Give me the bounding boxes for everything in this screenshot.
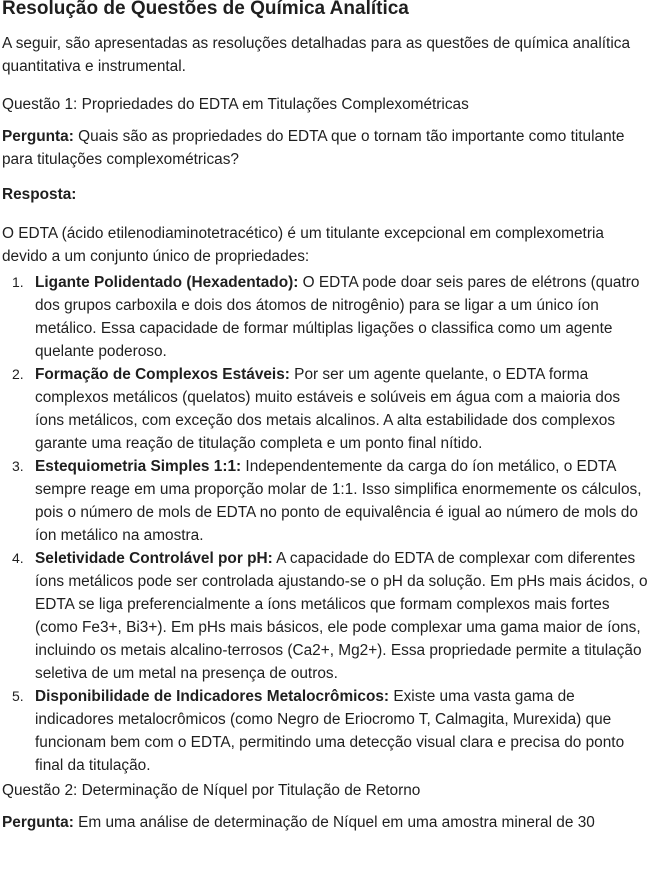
question-1-label: Pergunta: — [2, 128, 74, 145]
question-2-prompt — [2, 811, 652, 834]
list-item-title: Seletividade Controlável por pH: — [35, 550, 273, 567]
list-item-title: Ligante Polidentado (Hexadentado): — [35, 274, 299, 291]
answer-1-intro: O EDTA (ácido etilenodiaminotetracético) é um titulante excepcional em complexometria devido a um conjunto único de propriedades: — [2, 225, 604, 265]
list-item-number: 2. — [12, 366, 24, 382]
list-item — [2, 685, 652, 777]
question-1-prompt — [2, 125, 652, 171]
list-item-title: Formação de Complexos Estáveis: — [35, 366, 290, 383]
question-2-heading: Questão 2: Determinação de Níquel por Titulação de Retorno — [2, 782, 421, 799]
list-item-number: 1. — [12, 274, 24, 290]
list-item — [2, 455, 652, 547]
intro-paragraph: A seguir, são apresentadas as resoluções detalhadas para as questões de química analítica quantitativa e instrumental. — [2, 35, 631, 75]
list-item-title: Disponibilidade de Indicadores Metalocrômicos: — [35, 688, 390, 705]
list-item-text: A capacidade do EDTA de complexar com diferentes íons metálicos pode ser controlada ajustando-se o pH da solução. Em pHs mais ácidos, o EDTA se liga preferencialmente a íons metálicos que formam complexos mais fortes (como Fe3+, Bi3+). Em pHs mais básicos, ele pode complexar uma gama maior de íons, incluindo os metais alcalino-terrosos (Ca2+, Mg2+). Essa propriedade permite a titulação seletiva de um metal na presença de outros. — [35, 550, 648, 682]
list-item-number: 3. — [12, 458, 24, 474]
question-1-heading: Questão 1: Propriedades do EDTA em Titulações Complexométricas — [2, 96, 469, 113]
list-item — [2, 547, 652, 685]
properties-list — [2, 271, 652, 777]
list-item — [2, 271, 652, 363]
list-item — [2, 363, 652, 455]
question-2-text: Em uma análise de determinação de Níquel em uma amostra mineral de 30 — [73, 814, 595, 831]
question-1-text: Quais são as propriedades do EDTA que o tornam tão importante como titulante para titulações complexométricas? — [2, 128, 625, 168]
list-item-text: Independentemente da carga do íon metálico, o EDTA sempre reage em uma proporção molar de 1:1. Isso simplifica enormemente os cálculos, pois o número de mols de EDTA no ponto de equivalência é igual ao número de mols do íon metálico na amostra. — [35, 458, 642, 544]
question-2-label: Pergunta: — [2, 814, 74, 831]
page-title: Resolução de Questões de Química Analítica — [2, 0, 409, 19]
answer-1-label: Resposta: — [2, 186, 77, 203]
list-item-number: 4. — [12, 550, 24, 566]
list-item-title: Estequiometria Simples 1:1: — [35, 458, 242, 475]
list-item-number: 5. — [12, 688, 24, 704]
list-item-text: Por ser um agente quelante, o EDTA forma complexos metálicos (quelatos) muito estáveis e solúveis em água com a maioria dos íons metálicos, com exceção dos metais alcalinos. A alta estabilidade dos complexos garante uma reação de titulação completa e um ponto final nítido. — [35, 366, 621, 452]
list-item-text: O EDTA pode doar seis pares de elétrons (quatro dos grupos carboxila e dois dos átomos de nitrogênio) para se ligar a um único íon metálico. Essa capacidade de formar múltiplas ligações o classifica como um agente quelante poderoso. — [35, 274, 640, 360]
list-item-text: Existe uma vasta gama de indicadores metalocrômicos (como Negro de Eriocromo T, Calmagita, Murexida) que funcionam bem com o EDTA, permitindo uma detecção visual clara e precisa do ponto final da titulação. — [35, 688, 625, 774]
